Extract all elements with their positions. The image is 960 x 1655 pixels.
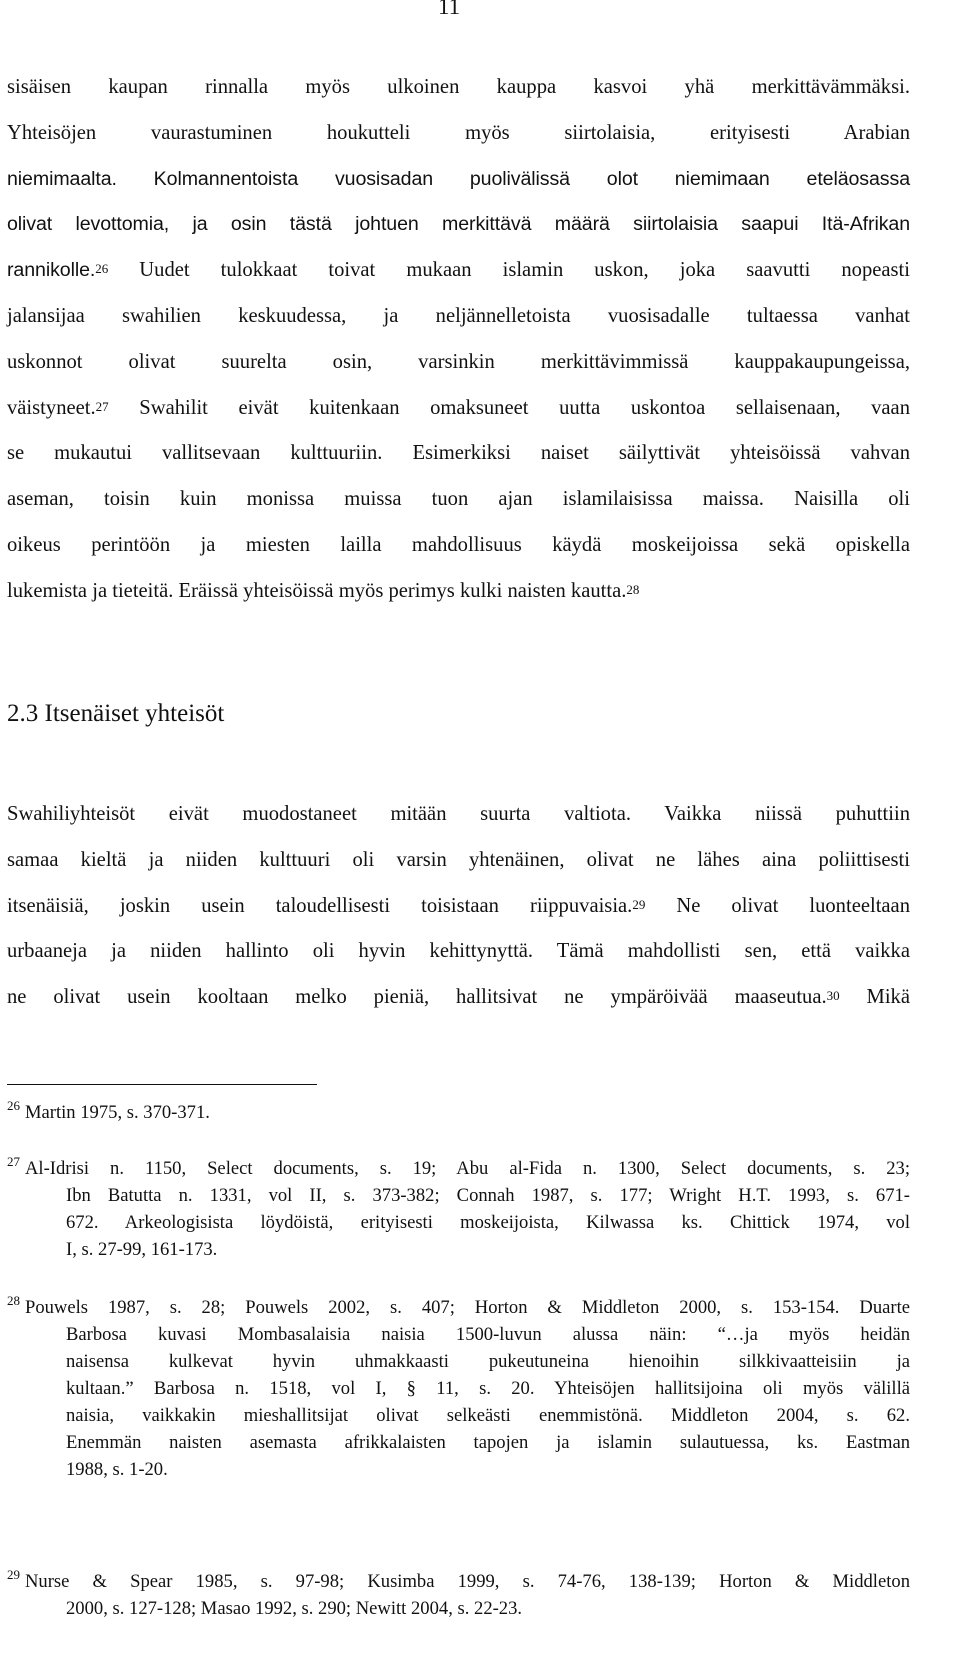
footnote-ref: 28 [626, 581, 640, 597]
body-paragraph-1 [7, 65, 910, 615]
footnote-26 [7, 1099, 910, 1126]
footnote-line: Al-Idrisi n. 1150, Select documents, s. 19; Abu al-Fida n. 1300, Select documents, s. 23; [25, 1158, 910, 1179]
text-line: Yhteisöjen vaurastuminen houkutteli myös siirtolaisia, erityisesti Arabian [7, 121, 910, 144]
text-line: jalansijaa swahilien keskuudessa, ja neljännelletoista vuosisadalle tultaessa vanhat [7, 304, 910, 327]
text-line: uskonnot olivat suurelta osin, varsinkin merkittävimmissä kauppakaupungeissa, [7, 350, 910, 373]
text-line [7, 975, 910, 1021]
text-line: Swahiliyhteisöt eivät muodostaneet mitään suurta valtiota. Vaikka niissä puhuttiin [7, 803, 910, 825]
text-segment: rannikolle. [7, 259, 96, 282]
text-line [7, 386, 910, 432]
text-segment: ne olivat usein kooltaan melko pieniä, hallitsivat ne ympäröivää maaseutua. [7, 986, 827, 1009]
text-segment: Mikä [839, 986, 910, 1009]
footnote-28 [7, 1294, 910, 1483]
footnote-ref: 29 [632, 896, 646, 912]
text-line: aseman, toisin kuin monissa muissa tuon ajan islamilaisissa maissa. Naisilla oli [7, 488, 910, 511]
text-line: oikeus perintöön ja miesten lailla mahdollisuus käydä moskeijoissa sekä opiskella [7, 533, 910, 556]
footnote-body [7, 1099, 910, 1126]
footnote-line: 1988, s. 1-20. [66, 1459, 168, 1480]
footnote-line: Enemmän naisten asemasta afrikkalaisten tapojen ja islamin sulautuessa, ks. Eastman [66, 1432, 910, 1453]
text-segment: Uudet tulokkaat toivat mukaan islamin uskon, joka saavutti nopeasti [108, 259, 910, 282]
text-segment: Ne olivat luonteeltaan [645, 894, 910, 917]
text-segment: väistyneet. [7, 396, 96, 419]
text-line: samaa kieltä ja niiden kulttuuri oli varsin yhtenäinen, olivat ne lähes aina poliittisesti [7, 848, 910, 871]
footnote-line: naisia, vaikkakin mieshallitsijat olivat selkeästi enemmistönä. Middleton 2004, s. 62. [66, 1405, 910, 1426]
footnote-line: 672. Arkeologisista löydöistä, erityisesti moskeijoista, Kilwassa ks. Chittick 1974, vol [66, 1212, 910, 1233]
footnote-number: 27 [7, 1154, 20, 1169]
footnote-line: Pouwels 1987, s. 28; Pouwels 2002, s. 407; Horton & Middleton 2000, s. 153-154. Duarte [25, 1297, 910, 1318]
text-line: niemimaalta. Kolmannentoista vuosisadan puolivälissä olot niemimaan eteläosassa [7, 167, 910, 190]
footnote-number: 26 [7, 1098, 20, 1113]
footnote-29 [7, 1568, 910, 1622]
footnote-number: 28 [7, 1293, 20, 1308]
text-line: sisäisen kaupan rinnalla myös ulkoinen kauppa kasvoi yhä merkittävämmäksi. [7, 76, 910, 98]
body-paragraph-2 [7, 792, 910, 1021]
section-heading: 2.3 Itsenäiset yhteisöt [7, 700, 225, 727]
footnote-ref: 27 [95, 398, 109, 414]
text-line: se mukautui vallitsevaan kulttuuriin. Esimerkiksi naiset säilyttivät yhteisöissä vahvan [7, 442, 910, 465]
footnote-body [7, 1568, 910, 1622]
footnote-line: Martin 1975, s. 370-371. [25, 1102, 210, 1123]
text-line [7, 248, 910, 294]
footnote-line: 2000, s. 127-128; Masao 1992, s. 290; Newitt 2004, s. 22-23. [66, 1598, 523, 1619]
footnote-line: Ibn Batutta n. 1331, vol II, s. 373-382; Connah 1987, s. 177; Wright H.T. 1993, s. 671- [66, 1185, 910, 1206]
footnote-line: naisensa kulkevat hyvin uhmakkaasti pukeutuneina hienoihin silkkivaatteisiin ja [66, 1351, 910, 1372]
text-segment: itsenäisiä, joskin usein taloudellisesti toisistaan riippuvaisia. [7, 894, 633, 917]
footnote-line: Barbosa kuvasi Mombasalaisia naisia 1500-luvun alussa näin: “…ja myös heidän [66, 1324, 910, 1345]
footnote-line: I, s. 27-99, 161-173. [66, 1239, 218, 1260]
footnote-ref: 30 [826, 988, 840, 1004]
footnote-body [7, 1294, 910, 1483]
text-line: olivat levottomia, ja osin tästä johtuen merkittävä määrä siirtolaisia saapui Itä-Afrikan [7, 213, 910, 236]
text-line [7, 884, 910, 930]
footnote-line: kultaan.” Barbosa n. 1518, vol I, § 11, s. 20. Yhteisöjen hallitsijoina oli myös välillä [66, 1378, 910, 1399]
footnote-line: Nurse & Spear 1985, s. 97-98; Kusimba 1999, s. 74-76, 138-139; Horton & Middleton [25, 1571, 910, 1592]
text-line [7, 569, 910, 615]
footnote-separator [7, 1084, 317, 1085]
footnote-ref: 26 [95, 261, 109, 277]
footnote-27 [7, 1155, 910, 1263]
footnote-number: 29 [7, 1567, 20, 1582]
text-line: urbaaneja ja niiden hallinto oli hyvin kehittynyttä. Tämä mahdollisti sen, että vaikka [7, 940, 910, 963]
text-segment: lukemista ja tieteitä. Eräissä yhteisöissä myös perimys kulki naisten kautta. [7, 579, 627, 602]
text-segment: Swahilit eivät kuitenkaan omaksuneet uutta uskontoa sellaisenaan, vaan [108, 396, 910, 419]
footnote-body [7, 1155, 910, 1263]
page-number: 11 [438, 0, 461, 19]
